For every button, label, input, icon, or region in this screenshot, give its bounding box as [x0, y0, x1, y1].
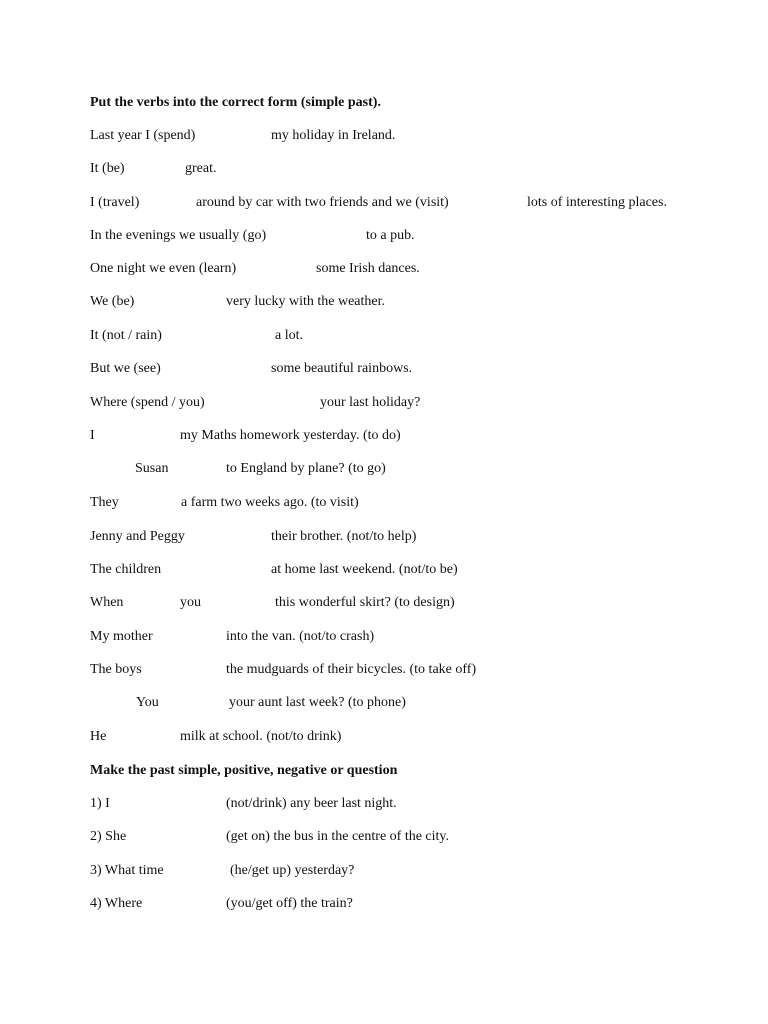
line-text: my Maths homework yesterday. (to do): [180, 428, 401, 443]
line-text: We (be): [90, 294, 135, 309]
line-text: (you/get off) the train?: [226, 896, 353, 911]
line-text: lots of interesting places.: [527, 195, 667, 210]
line-text: into the van. (not/to crash): [226, 629, 375, 644]
line-text: Where (spend / you): [90, 395, 205, 410]
section-2-heading: [0, 761, 768, 781]
line-text: (he/get up) yesterday?: [230, 863, 355, 878]
exercise-line-2: [0, 159, 768, 179]
line-text: One night we even (learn): [90, 261, 237, 276]
line-text: The boys: [90, 662, 142, 677]
numbered-line-1: [0, 794, 768, 814]
line-text: to a pub.: [366, 228, 415, 243]
line-text: 2) She: [90, 829, 127, 844]
line-text: your last holiday?: [320, 395, 421, 410]
exercise-line-8: [0, 359, 768, 379]
section-1-heading: [0, 93, 768, 113]
exercise-line-4: [0, 226, 768, 246]
line-text: to England by plane? (to go): [226, 461, 386, 476]
line-text: They: [90, 495, 119, 510]
exercise-line-3: [0, 193, 768, 213]
line-text: my holiday in Ireland.: [271, 128, 396, 143]
line-text: Last year I (spend): [90, 128, 196, 143]
line-text: (get on) the bus in the centre of the city.: [226, 829, 450, 844]
line-text: When: [90, 595, 124, 610]
exercise-line-16: [0, 627, 768, 647]
line-text: their brother. (not/to help): [271, 529, 417, 544]
exercise-line-10: [0, 426, 768, 446]
line-text: milk at school. (not/to drink): [180, 729, 342, 744]
line-text: at home last weekend. (not/to be): [271, 562, 458, 577]
line-text: a farm two weeks ago. (to visit): [181, 495, 359, 510]
line-text: your aunt last week? (to phone): [229, 695, 406, 710]
exercise-line-17: [0, 660, 768, 680]
line-text: He: [90, 729, 107, 744]
line-text: My mother: [90, 629, 153, 644]
numbered-line-2: [0, 827, 768, 847]
line-text: It (not / rain): [90, 328, 162, 343]
exercise-line-19: [0, 727, 768, 747]
line-text: In the evenings we usually (go): [90, 228, 267, 243]
exercise-line-18: [0, 693, 768, 713]
exercise-line-11: [0, 459, 768, 479]
line-text: around by car with two friends and we (visit): [196, 195, 449, 210]
line-text: But we (see): [90, 361, 161, 376]
line-text: You: [136, 695, 159, 710]
exercise-line-5: [0, 259, 768, 279]
exercise-line-1: [0, 126, 768, 146]
line-text: It (be): [90, 161, 125, 176]
numbered-line-3: [0, 861, 768, 881]
line-text: (not/drink) any beer last night.: [226, 796, 397, 811]
line-text: The children: [90, 562, 162, 577]
line-text: some Irish dances.: [316, 261, 420, 276]
line-text: a lot.: [275, 328, 303, 343]
exercise-line-7: [0, 326, 768, 346]
heading-text: Make the past simple, positive, negative or question: [90, 763, 398, 778]
numbered-line-4: [0, 894, 768, 914]
line-text: very lucky with the weather.: [226, 294, 386, 309]
exercise-line-14: [0, 560, 768, 580]
heading-text: Put the verbs into the correct form (simple past).: [90, 95, 381, 110]
exercise-line-12: [0, 493, 768, 513]
exercise-line-6: [0, 292, 768, 312]
exercise-line-15: [0, 593, 768, 613]
line-text: great.: [185, 161, 217, 176]
line-text: 3) What time: [90, 863, 164, 878]
exercise-line-9: [0, 393, 768, 413]
line-text: 1) I: [90, 796, 110, 811]
line-text: you: [180, 595, 201, 610]
line-text: I: [90, 428, 95, 443]
line-text: Susan: [135, 461, 169, 476]
exercise-line-13: [0, 527, 768, 547]
line-text: I (travel): [90, 195, 140, 210]
line-text: this wonderful skirt? (to design): [275, 595, 455, 610]
line-text: 4) Where: [90, 896, 143, 911]
line-text: some beautiful rainbows.: [271, 361, 413, 376]
line-text: Jenny and Peggy: [90, 529, 185, 544]
line-text: the mudguards of their bicycles. (to take off): [226, 662, 477, 677]
